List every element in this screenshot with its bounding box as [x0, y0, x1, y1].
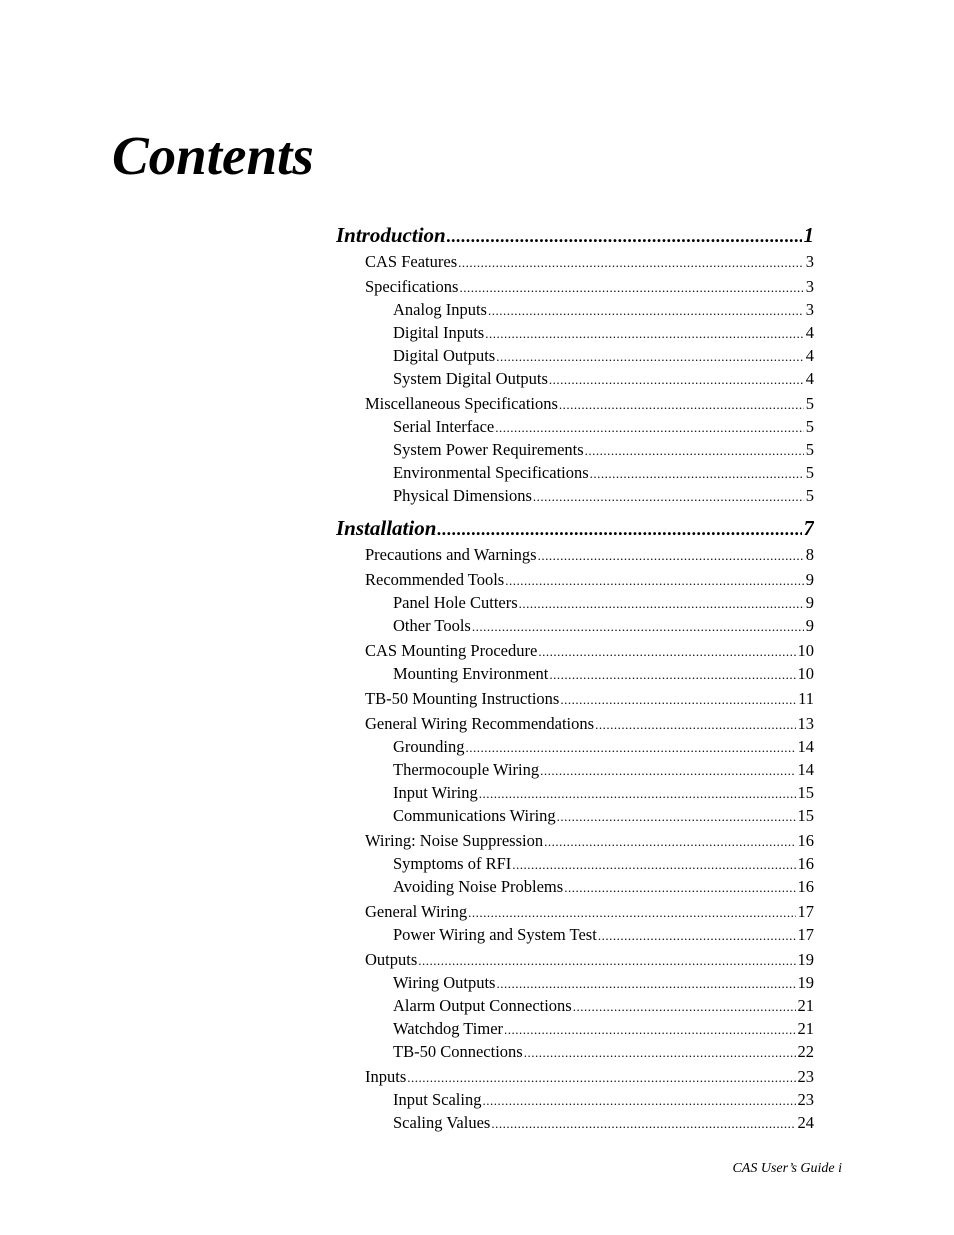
toc-entry-page: 9: [805, 593, 814, 612]
toc-entry-page: 15: [797, 806, 814, 825]
toc-entry-page: 9: [805, 616, 814, 635]
dot-leader: [544, 831, 795, 853]
toc-subentry[interactable]: [393, 782, 814, 805]
toc-entry-page: 16: [797, 831, 814, 850]
toc-entry-label: Grounding: [393, 737, 465, 756]
toc-entry-page: 14: [797, 760, 814, 779]
toc-entry-page: 5: [805, 417, 814, 436]
toc-entry[interactable]: [365, 688, 814, 711]
toc-subentry[interactable]: [393, 416, 814, 439]
toc-entry-page: 14: [797, 737, 814, 756]
dot-leader: [458, 252, 804, 274]
toc-entry[interactable]: [365, 544, 814, 567]
toc-entry-page: 3: [805, 300, 814, 319]
dot-leader: [560, 689, 796, 711]
toc-heading-label: Installation: [336, 516, 437, 540]
toc-subentry[interactable]: [393, 485, 814, 508]
toc-entry[interactable]: [365, 251, 814, 274]
toc-entry-label: Mounting Environment: [393, 664, 549, 683]
toc-heading-page: 1: [803, 223, 814, 247]
toc-heading-page: 7: [803, 516, 814, 540]
toc-section-introduction: [336, 222, 814, 508]
toc-entry-label: Power Wiring and System Test: [393, 925, 597, 944]
toc-subentry[interactable]: [393, 995, 814, 1018]
toc-entry-label: System Power Requirements: [393, 440, 584, 459]
toc-subentry[interactable]: [393, 876, 814, 899]
toc-entry-page: 10: [797, 664, 814, 683]
toc-entry-page: 21: [797, 1019, 814, 1038]
dot-leader: [549, 369, 804, 391]
toc-entry-page: 9: [805, 570, 814, 589]
toc-entry-page: 23: [797, 1090, 814, 1109]
toc-entry-label: TB-50 Mounting Instructions: [365, 689, 560, 708]
toc-entry-label: Digital Inputs: [393, 323, 485, 342]
dot-leader: [496, 346, 804, 368]
toc-entry-page: 15: [797, 783, 814, 802]
toc-entry-page: 19: [797, 973, 814, 992]
dot-leader: [479, 783, 796, 805]
dot-leader: [524, 1042, 796, 1064]
dot-leader: [504, 1019, 795, 1041]
toc-subentry[interactable]: [393, 663, 814, 686]
toc-subentry[interactable]: [393, 853, 814, 876]
toc-entry-label: Communications Wiring: [393, 806, 556, 825]
dot-leader: [564, 877, 795, 899]
toc-subentry[interactable]: [393, 615, 814, 638]
toc-entry-page: 5: [805, 463, 814, 482]
toc-entry-label: TB-50 Connections: [393, 1042, 523, 1061]
toc-entry-label: CAS Mounting Procedure: [365, 641, 538, 660]
toc-entry-label: Thermocouple Wiring: [393, 760, 540, 779]
toc-entry-label: Input Scaling: [393, 1090, 482, 1109]
page-footer: CAS User’s Guide i: [732, 1161, 842, 1176]
toc-heading-label: Introduction: [336, 223, 446, 247]
toc-entry-label: Alarm Output Connections: [393, 996, 572, 1015]
dot-leader: [585, 440, 804, 462]
dot-leader: [447, 223, 802, 249]
toc-subentry[interactable]: [393, 462, 814, 485]
dot-leader: [598, 925, 796, 947]
toc-entry-label: Scaling Values: [393, 1113, 491, 1132]
toc-entry-page: 21: [797, 996, 814, 1015]
toc-entry-label: General Wiring: [365, 902, 468, 921]
dot-leader: [538, 641, 795, 663]
dot-leader: [549, 664, 795, 686]
toc-entry-label: Outputs: [365, 950, 418, 969]
dot-leader: [557, 806, 796, 828]
toc-subentry[interactable]: [393, 368, 814, 391]
toc-subentry[interactable]: [393, 805, 814, 828]
toc-entry-page: 13: [797, 714, 814, 733]
toc-entry-label: Physical Dimensions: [393, 486, 532, 505]
toc-subentry[interactable]: [393, 972, 814, 995]
dot-leader: [573, 996, 796, 1018]
dot-leader: [472, 616, 804, 638]
toc-heading[interactable]: [336, 515, 814, 542]
toc-entry-page: 22: [797, 1042, 814, 1061]
toc-entry-page: 3: [805, 277, 814, 296]
dot-leader: [482, 1090, 795, 1112]
dot-leader: [496, 973, 795, 995]
toc-subentry[interactable]: [393, 736, 814, 759]
page-title: Contents: [112, 125, 314, 186]
toc-entry-page: 8: [805, 545, 814, 564]
toc-subentry[interactable]: [393, 592, 814, 615]
toc-subentry[interactable]: [393, 1041, 814, 1064]
toc-entry-label: System Digital Outputs: [393, 369, 548, 388]
dot-leader: [540, 760, 795, 782]
dot-leader: [595, 714, 795, 736]
toc-subentry[interactable]: [393, 759, 814, 782]
dot-leader: [459, 277, 803, 299]
toc-entry-page: 24: [797, 1113, 814, 1132]
toc-entry-page: 19: [797, 950, 814, 969]
toc-entry[interactable]: [365, 1066, 814, 1089]
toc-entry-label: Symptoms of RFI: [393, 854, 512, 873]
dot-leader: [533, 486, 804, 508]
toc-entry-label: Watchdog Timer: [393, 1019, 504, 1038]
toc-entry[interactable]: [365, 949, 814, 972]
toc-entry-label: Environmental Specifications: [393, 463, 589, 482]
dot-leader: [466, 737, 796, 759]
toc-subentry[interactable]: [393, 299, 814, 322]
toc-entry-label: Recommended Tools: [365, 570, 505, 589]
dot-leader: [590, 463, 804, 485]
dot-leader: [559, 394, 804, 416]
toc-entry-label: Miscellaneous Specifications: [365, 394, 558, 413]
toc-entry-label: Specifications: [365, 277, 459, 296]
dot-leader: [437, 516, 801, 542]
toc-entry-page: 4: [805, 346, 814, 365]
dot-leader: [538, 545, 804, 567]
toc-entry-page: 17: [797, 925, 814, 944]
dot-leader: [407, 1067, 795, 1089]
toc-subentry[interactable]: [393, 1112, 814, 1135]
dot-leader: [491, 1113, 795, 1135]
toc-entry-page: 11: [798, 689, 814, 708]
toc-entry-label: Serial Interface: [393, 417, 495, 436]
dot-leader: [519, 593, 804, 615]
toc-entry[interactable]: [365, 713, 814, 736]
toc-subentry[interactable]: [393, 1018, 814, 1041]
toc-entry[interactable]: [365, 393, 814, 416]
toc-subentry[interactable]: [393, 439, 814, 462]
toc-entry-page: 16: [797, 877, 814, 896]
toc-subentry[interactable]: [393, 1089, 814, 1112]
toc-section-installation: [336, 515, 814, 1135]
dot-leader: [505, 570, 804, 592]
dot-leader: [512, 854, 795, 876]
toc-entry-label: CAS Features: [365, 252, 458, 271]
toc-entry[interactable]: [365, 901, 814, 924]
toc-entry-label: Wiring Outputs: [393, 973, 496, 992]
toc-entry-page: 10: [797, 641, 814, 660]
toc-entry-page: 4: [805, 323, 814, 342]
toc-entry-label: Inputs: [365, 1067, 407, 1086]
toc-entry-page: 3: [805, 252, 814, 271]
toc-entry-page: 17: [797, 902, 814, 921]
toc-entry-page: 5: [805, 440, 814, 459]
toc-entry-label: Wiring: Noise Suppression: [365, 831, 544, 850]
toc-entry-label: Precautions and Warnings: [365, 545, 537, 564]
toc-entry[interactable]: [365, 830, 814, 853]
toc-entry-page: 23: [797, 1067, 814, 1086]
dot-leader: [468, 902, 795, 924]
dot-leader: [418, 950, 795, 972]
dot-leader: [488, 300, 804, 322]
toc-entry-page: 5: [805, 486, 814, 505]
toc-entry-label: Digital Outputs: [393, 346, 496, 365]
toc-entry[interactable]: [365, 569, 814, 592]
toc-entry-label: Input Wiring: [393, 783, 478, 802]
dot-leader: [485, 323, 804, 345]
toc-entry-page: 16: [797, 854, 814, 873]
toc-entry-label: Avoiding Noise Problems: [393, 877, 564, 896]
toc-entry-label: Analog Inputs: [393, 300, 487, 319]
toc-entry-page: 5: [805, 394, 814, 413]
toc-subentry[interactable]: [393, 924, 814, 947]
table-of-contents: [336, 222, 814, 1142]
toc-entry[interactable]: [365, 640, 814, 663]
toc-entry-page: 4: [805, 369, 814, 388]
toc-heading[interactable]: [336, 222, 814, 249]
toc-subentry[interactable]: [393, 345, 814, 368]
dot-leader: [495, 417, 804, 439]
toc-subentry[interactable]: [393, 322, 814, 345]
toc-entry-label: General Wiring Recommendations: [365, 714, 595, 733]
toc-entry[interactable]: [365, 276, 814, 299]
toc-entry-label: Panel Hole Cutters: [393, 593, 518, 612]
toc-entry-label: Other Tools: [393, 616, 471, 635]
